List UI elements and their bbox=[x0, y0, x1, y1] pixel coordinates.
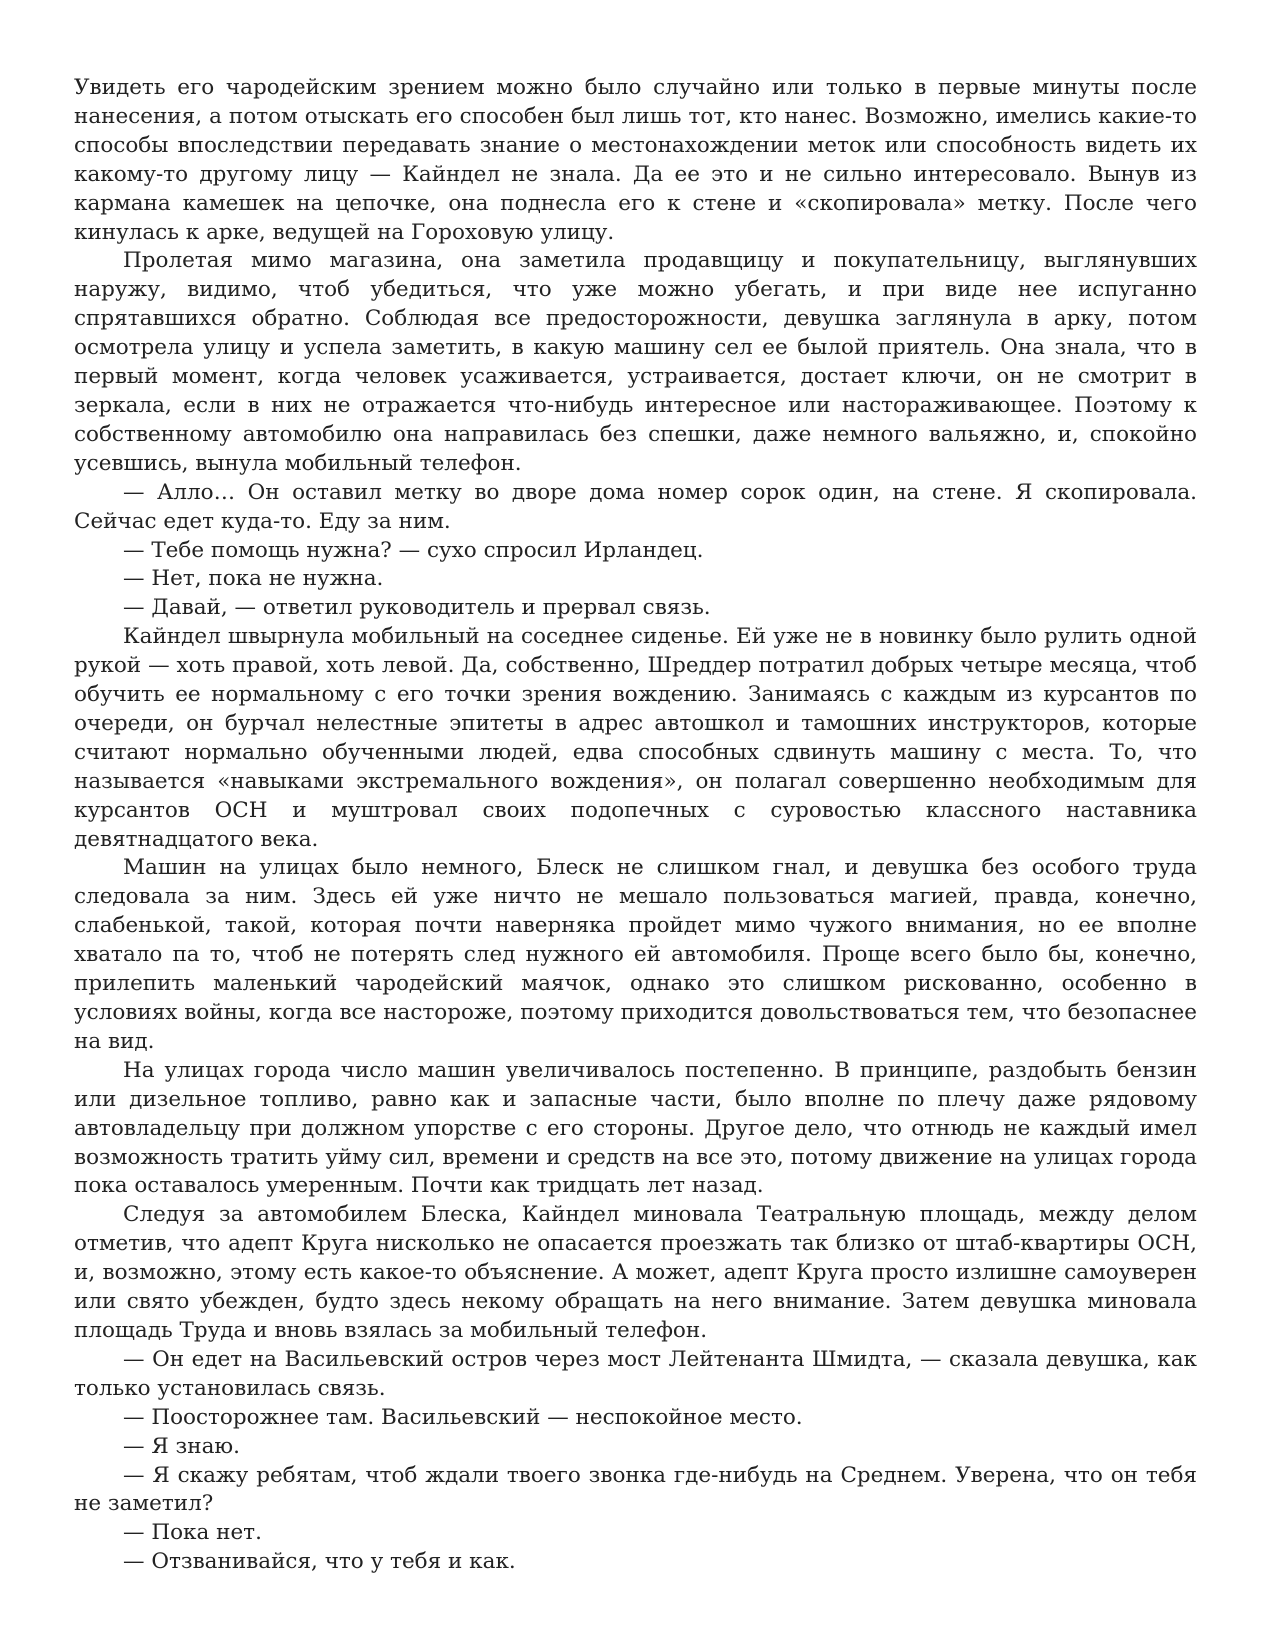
paragraph-5: На улицах города число машин увеличивалось постепенно. В принципе, раздобыть бензин или дизельное топливо, равно как и запасные части, было вполне по плечу даже рядовому автовладельцу при должном упорстве с его стороны. Другое дело, что отнюдь не каждый имел возможность тратить уйму сил, времени и средств на все это, потому движение на улицах города пока оставалось умеренным. Почти как тридцать лет назад. bbox=[74, 1057, 1197, 1199]
dialogue-line-2: — Тебе помощь нужна? — сухо спросил Ирландец. bbox=[123, 537, 704, 563]
dialogue-line-9: — Пока нет. bbox=[123, 1520, 262, 1546]
dialogue-line-1: — Алло… Он оставил метку во дворе дома номер сорок один, на стене. Я скопировала. Сейчас едет куда-то. Еду за ним. bbox=[74, 479, 1197, 534]
dialogue-line-10: — Отзванивайся, что у тебя и как. bbox=[123, 1549, 516, 1575]
paragraph-3: Кайндел швырнула мобильный на соседнее сиденье. Ей уже не в новинку было рулить одной рукой — хоть правой, хоть левой. Да, собственно, Шреддер потратил добрых четыре месяца, чтоб обучить ее нормальному с его точки зрения вождению. Занимаясь с каждым из курсантов по очереди, он бурчал нелестные эпитеты в адрес автошкол и тамошних инструкторов, которые считают нормально обученными людей, едва способных сдвинуть машину с места. То, что называется «навыками экстремального вождения», он полагал совершенно необходимым для курсантов ОСН и муштровал своих подопечных с суровостью классного наставника девятнадцатого века. bbox=[74, 624, 1197, 852]
paragraph-1: Увидеть его чародейским зрением можно было случайно или только в первые минуты после нанесения, а потом отыскать его способен был лишь тот, кто нанес. Возможно, имелись какие-то способы впоследствии передавать знание о местонахождении меток или способность видеть их какому-то другому лицу — Кайндел не знала. Да ее это и не сильно интересовало. Вынув из кармана камешек на цепочке, она поднесла его к стене и «скопировала» метку. После чего кинулась к арке, ведущей на Гороховую улицу. bbox=[74, 75, 1197, 245]
dialogue-line-8: — Я скажу ребятам, чтоб ждали твоего звонка где-нибудь на Среднем. Уверена, что он тебя не заметил? bbox=[74, 1462, 1197, 1517]
dialogue-line-5: — Он едет на Васильевский остров через мост Лейтенанта Шмидта, — сказала девушка, как только установилась связь. bbox=[74, 1346, 1197, 1401]
dialogue-line-6: — Поосторожнее там. Васильевский — неспокойное место. bbox=[123, 1404, 803, 1430]
paragraph-2: Пролетая мимо магазина, она заметила продавщицу и покупательницу, выглянувших наружу, видимо, чтоб убедиться, что уже можно убегать, и при виде нее испуганно спрятавшихся обратно. Соблюдая все предосторожности, девушка заглянула в арку, потом осмотрела улицу и успела заметить, в какую машину сел ее былой приятель. Она знала, что в первый момент, когда человек усаживается, устраивается, достает ключи, он не смотрит в зеркала, если в них не отражается что-нибудь интересное или настораживающее. Поэтому к собственному автомобилю она направилась без спешки, даже немного вальяжно, и, спокойно усевшись, вынула мобильный телефон. bbox=[74, 248, 1197, 476]
dialogue-line-3: — Нет, пока не нужна. bbox=[123, 566, 384, 592]
page-body bbox=[74, 74, 1197, 1577]
paragraph-4: Машин на улицах было немного, Блеск не слишком гнал, и девушка без особого труда следовала за ним. Здесь ей уже ничто не мешало пользоваться магией, правда, конечно, слабенькой, такой, которая почти наверняка пройдет мимо чужого внимания, но ее вполне хватало па то, чтоб не потерять след нужного ей автомобиля. Проще всего было бы, конечно, прилепить маленький чародейский маячок, однако это слишком рискованно, особенно в условиях войны, когда все настороже, поэтому приходится довольствоваться тем, что безопаснее на вид. bbox=[74, 855, 1197, 1054]
dialogue-line-7: — Я знаю. bbox=[123, 1433, 240, 1459]
dialogue-line-4: — Давай, — ответил руководитель и прервал связь. bbox=[123, 595, 711, 621]
paragraph-6: Следуя за автомобилем Блеска, Кайндел миновала Театральную площадь, между делом отметив, что адепт Круга нисколько не опасается проезжать так близко от штаб-квартиры ОСН, и, возможно, этому есть какое-то объяснение. А может, адепт Круга просто излишне самоуверен или свято убежден, будто здесь некому обращать на него внимание. Затем девушка миновала площадь Труда и вновь взялась за мобильный телефон. bbox=[74, 1202, 1197, 1343]
